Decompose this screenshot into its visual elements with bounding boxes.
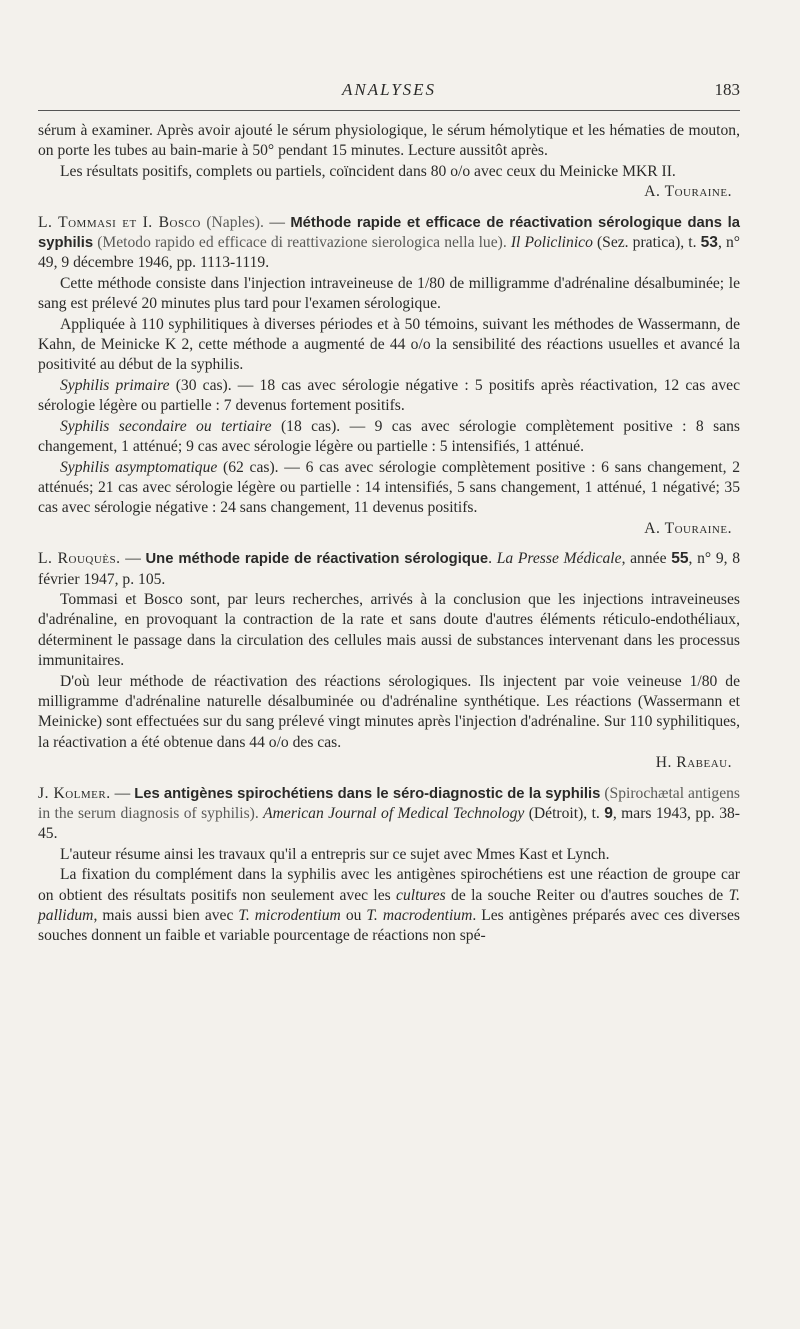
entry1-p3-text: (30 cas). — 18 cas avec sérologie négative : 5 positifs après réactivation, 12 cas avec sérologie légère ou partielle : 7 devenus fortement positifs.	[38, 376, 740, 415]
entry3-orig-title: (Spirochætal antigens in the serum diagnosis of syphilis).	[38, 784, 740, 822]
entry3-p2-a: La fixation du complément dans la syphilis avec les antigènes spirochétiens est une réaction de groupe car on obtient des résultats positifs non seulement avec les	[38, 866, 740, 904]
entry1-volume: 53	[700, 234, 718, 252]
review-entry-tommasi	[38, 213, 740, 540]
entry3-author: J. Kolmer.	[38, 784, 111, 802]
entry1-place: (Naples).	[206, 213, 264, 231]
review-entry-kolmer	[38, 784, 740, 947]
entry3-p2-species-2: T. microdentium	[238, 907, 341, 925]
entry3-volume: 9	[604, 805, 613, 822]
review-entry-rouques	[38, 549, 740, 773]
entry2-journal: La Presse Médicale	[496, 550, 622, 568]
entry1-p3-label: Syphilis primaire	[60, 376, 170, 394]
entry2-citation: L. Rouquès. — Une méthode rapide de réactivation sérologique. La Presse Médicale, année 55, n° 9, 8 février 1947, p. 105.	[38, 550, 741, 588]
entry3-p2-c: , mais aussi bien avec	[93, 907, 239, 925]
entry1-p4-label: Syphilis secondaire ou tertiaire	[60, 417, 272, 435]
entry2-signature: H. Rabeau.	[655, 754, 732, 772]
intro-paragraph-2: Les résultats positifs, complets ou partiels, coïncident dans 80 o/o avec ceux du Meinicke MKR II.	[60, 162, 676, 180]
entry1-p5-label: Syphilis asymptomatique	[60, 458, 218, 476]
entry1-details: , n° 49, 9 décembre 1946, pp. 1113-1119.	[38, 234, 740, 272]
entry2-details: , n° 9, 8 février 1947, p. 105.	[38, 550, 741, 588]
intro-paragraph-1: sérum à examiner. Après avoir ajouté le sérum physiologique, le sérum hémolytique et les hématies de mouton, on porte les tubes au bain-marie à 50° pendant 15 minutes. Lecture aussitôt après.	[38, 122, 740, 160]
entry3-p2-b: de la souche Reiter ou d'autres souches de	[445, 886, 729, 904]
entry2-title: Une méthode rapide de réactivation sérologique	[145, 551, 489, 568]
entry1-journal-sub: (Sez. pratica), t.	[592, 234, 701, 252]
entry2-author: L. Rouquès.	[38, 550, 121, 568]
entry3-p2-cultures: cultures	[396, 886, 446, 904]
entry1-p4-text: (18 cas). — 9 cas avec sérologie complètement positive : 8 sans changement, 1 atténué; 9 cas avec sérologie légère ou partielle : 5 intensifiés, 1 atténué.	[38, 417, 740, 456]
entry3-details-a: (Détroit), t.	[524, 805, 605, 822]
entry2-paragraph-2: D'où leur méthode de réactivation des réactions sérologiques. Ils injectent par voie veineuse 1/80 de milligramme d'adrénaline naturelle désalbuminée ou d'adrénaline synthétique. Les réactions (Wassermann et Meinicke) sont effectuées sur du sang prélevé vingt minutes après l'injection d'adrénaline. Sur 110 syphilitiques, la réactivation a été obtenue dans 44 o/o des cas.	[38, 672, 740, 751]
intro-signature: A. Touraine.	[644, 183, 732, 201]
entry3-p2-species-3: T. macrodentium	[366, 907, 473, 925]
entry3-title: Les antigènes spirochétiens dans le séro-diagnostic de la syphilis	[134, 785, 601, 802]
entry1-dash: —	[263, 213, 291, 231]
page-number: 183	[714, 80, 740, 99]
entry2-details-a: , année	[621, 550, 672, 568]
entry1-signature: A. Touraine.	[644, 519, 732, 537]
entry1-title: Méthode rapide et efficace de réactivation sérologique dans la syphilis	[38, 214, 741, 252]
entry1-paragraph-4	[38, 417, 740, 458]
entry3-journal: American Journal of Medical Technology	[263, 805, 525, 822]
entry1-orig-title: (Metodo rapido ed efficace di reattivazione sierologica nella lue).	[93, 234, 511, 252]
entry1-paragraph-5	[38, 458, 740, 519]
entry3-citation	[38, 784, 740, 845]
entry3-details: , mars 1943, pp. 38-45.	[38, 805, 740, 843]
entry2-dash: —	[120, 550, 146, 568]
entry1-journal: Il Policlinico	[510, 234, 593, 252]
entry3-paragraph-2	[38, 865, 740, 947]
entry3-p2-d: ou	[340, 907, 367, 925]
entry1-paragraph-1: Cette méthode consiste dans l'injection intraveineuse de 1/80 de milligramme d'adrénaline désalbuminée; le sang est prélevé 20 minutes plus tard pour l'examen sérologique.	[38, 274, 740, 313]
entry3-dash: —	[110, 784, 135, 802]
entry3-p2-species-1: T. pallidum	[38, 886, 740, 925]
entry3-paragraph-1: L'auteur résume ainsi les travaux qu'il a entrepris sur ce sujet avec Mmes Kast et Lynch.	[60, 845, 610, 863]
entry1-author: L. Tommasi et I. Bosco	[38, 213, 201, 231]
header-rule	[38, 110, 740, 111]
entry1-paragraph-2: Appliquée à 110 syphilitiques à diverses périodes et à 50 témoins, suivant les méthodes de Wassermann, de Kahn, de Meinicke K 2, cette méthode a augmenté de 44 o/o la sensibilité des réactions usuelles et avancé la positivité au début de la syphilis.	[38, 315, 740, 374]
entry1-paragraph-3	[38, 376, 740, 417]
running-title: ANALYSES	[341, 80, 437, 99]
entry1-p5-text: (62 cas). — 6 cas avec sérologie complètement positive : 6 sans changement, 2 atténués; 21 cas avec sérologie légère ou partielle : 14 intensifiés, 5 sans changement, 1 atténué, 1 négativé; 35 cas avec sérologie négative : 24 sans changement, 11 devenus positifs.	[38, 458, 740, 517]
entry2-paragraph-1: Tommasi et Bosco sont, par leurs recherches, arrivés à la conclusion que les injections intraveineuses d'adrénaline, en provoquant la contraction de la rate et sans doute d'autres éléments réticulo-endothéliaux, déterminent le passage dans la circulation des cellules mais aussi de substances intervenant dans les processus immunitaires.	[38, 590, 740, 670]
entry1-citation	[38, 213, 740, 274]
page-header	[38, 80, 740, 110]
entry2-volume: 55	[671, 550, 689, 568]
entry3-p2-e: . Les antigènes préparés avec ces diverses souches donnent un faible et variable pourcentage de réactions non spé-	[38, 907, 740, 945]
